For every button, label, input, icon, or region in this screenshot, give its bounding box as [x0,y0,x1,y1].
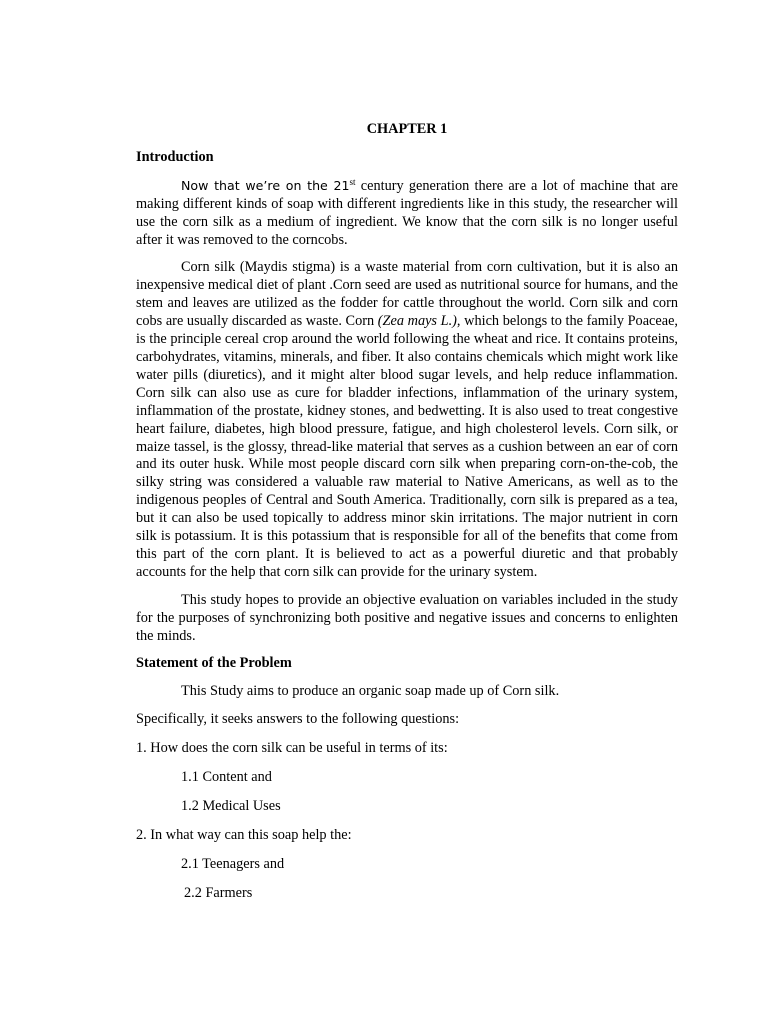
problem-aim: This Study aims to produce an organic soap made up of Corn silk. [181,683,560,700]
intro-paragraph-3: This study hopes to provide an objective evaluation on variables included in the study for the purposes of synchronizing both positive and negative issues and concerns to enlighten the minds. [136,591,678,644]
question-2-item-1: 2.1 Teenagers and [181,855,285,872]
question-1-item-2: 1.2 Medical Uses [181,798,281,814]
scientific-name: (Zea mays L.) [377,313,457,330]
intro-paragraph-2-part1: Corn silk (Maydis stigma) is a waste material from corn cultivation, but it is also an inexpensive medical diet of plant .Corn seed are used as nutritional source for humans, and the stem and leaves are utilized as the fodder for cattle throughout the world. Corn silk and corn cobs are usually discarded as waste. Corn [136,259,678,330]
introduction-heading: Introduction [136,148,214,165]
intro-paragraph-2 [136,259,678,581]
intro-paragraph-2-part2: , which belongs to the family Poaceae, is the principle cereal crop around the world following the wheat and rice. It contains proteins, carbohydrates, vitamins, minerals, and fiber. It also contains chemicals which might work like water pills (diuretics), and it might alter blood sugar levels, and help reduce inflammation. Corn silk can also use as cure for bladder infections, inflammation of the urinary system, inflammation of the prostate, kidney stones, and bedwetting. It is also used to treat congestive heart failure, diabetes, high blood pressure, fatigue, and high cholesterol levels. Corn silk, or maize tassel, is the glossy, thread-like material that serves as a cushion between an ear of corn and its outer husk. While most people discard corn silk when preparing corn-on-the-cob, the silky string was considered a valuable raw material to Native Americans, as well as to the indigenous peoples of Central and South America. Traditionally, corn silk is prepared as a tea, but it can also be used topically to address minor skin irritations. The major nutrient in corn silk is potassium. It is this potassium that is responsible for all of the benefits that come from this part of the corn plant. It is believed to act as a powerful diuretic and that probably accounts for the help that corn silk can provide for the urinary system. [136,313,678,580]
intro-paragraph-1-rest: century generation there are a lot of machine that are making different kinds of soap with different ingredients like in this study, the researcher will use the corn silk as a medium of ingredient. We know that the corn silk is no longer useful after it was removed to the corncobs. [136,177,678,248]
document-page [136,121,678,914]
question-2: 2. In what way can this soap help the: [136,826,352,843]
chapter-title: CHAPTER 1 [366,121,448,137]
question-2-item-2: 2.2 Farmers [184,884,253,901]
intro-paragraph-1-lead: Now that we’re on the 21 [181,177,350,193]
problem-heading: Statement of the Problem [136,655,292,672]
question-1: 1. How does the corn silk can be useful in terms of its: [136,740,448,757]
intro-paragraph-1 [136,177,678,250]
problem-specifically: Specifically, it seeks answers to the following questions: [136,711,460,728]
superscript-st: st [349,176,356,187]
question-1-item-1: 1.1 Content and [181,769,272,786]
